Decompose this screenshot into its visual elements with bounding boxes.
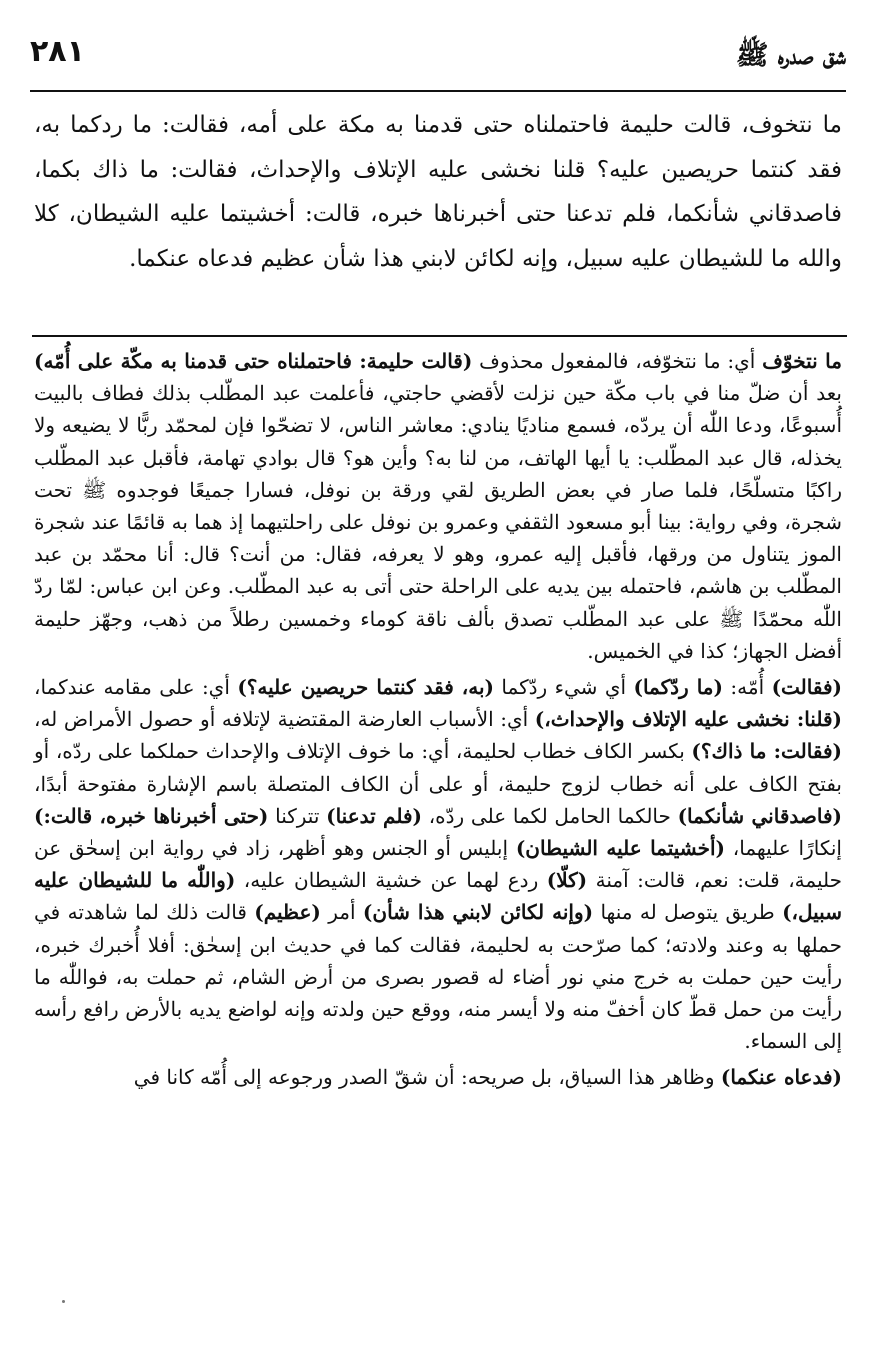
commentary-text: أي: ما نتخوّفه، فالمفعول محذوف xyxy=(472,349,763,373)
commentary-paragraph-1 xyxy=(34,345,842,667)
commentary-text: أُمّه: xyxy=(722,675,772,700)
page-header xyxy=(30,28,846,90)
commentary-text: بعد أن ضلّ منا في باب مكّة حين نزلت لأقضي حاجتي، فأعلمت عبد المطّلب بذلك فطاف بالبيت أُسبوعًا، ودعا اللّٰه أن يردّه، فسمع مناديًا ينادي: معاشر الناس، لا تضحّوا فإن لمحمّد ربًّا لا يضيعه ولا يخذله، قال عبد المطّلب: يا أيها الهاتف، من لنا به؟ وأين هو؟ قال بوادي تهامة، فأقبل عبد المطّلب راكبًا متسلّحًا، فلما صار في بعض الطريق لقي ورقة بن نوفل، فسارا جميعًا فوجدوه ﷺ تحت شجرة، وفي رواية: بينا أبو مسعود الثقفي وعمرو بن نوفل على راحلتيهما إذ هما به قائمًا عند شجرة الموز يتناول من ورقها، فأقبل إليه عمرو، وهو لا يعرفه، فقال: من أنت؟ قال: أنا محمّد بن عبد المطّلب بن هاشم، فاحتمله بين يديه على الراحلة حتى أتى به عبد المطّلب. وعن ابن عباس: لمّا ردّ اللّٰه محمّدًا ﷺ على عبد المطّلب تصدق بألف ناقة كوماء وخمسين رطلاً من ذهب، وجهّز حليمة أفضل الجهاز؛ كذا في الخميس. xyxy=(34,381,842,663)
commentary-text: أي شيء ردّكما xyxy=(494,675,634,700)
lemma: (حتى أخبرناها خبره، قالت:) xyxy=(34,803,269,828)
lemma: (وإنه لكائن لابني هذا شأن) xyxy=(362,900,594,925)
main-text: ما نتخوف، قالت حليمة فاحتملناه حتى قدمنا به مكة على أمه، فقالت: ما ردكما به، فقد كنتما حريصين عليه؟ قلنا نخشى عليه الإتلاف والإحداث، فقالت: ما ذاك بكما، فاصدقاني شأنكما، فلم تدعنا حتى أخبرناها خبره، قالت: أخشيتما عليه الشيطان، كلا والله ما للشيطان عليه سبيل، وإنه لكائن لابني هذا شأن عظيم فدعاه عنكما. xyxy=(34,112,842,272)
lemma: (فاصدقاني شأنكما) xyxy=(677,803,842,828)
lemma: (فلم تدعنا) xyxy=(326,803,422,828)
lemma: (قلنا: نخشى عليه الإتلاف والإحداث،) xyxy=(534,707,842,732)
lemma: (فدعاه عنكما) xyxy=(720,1065,842,1090)
commentary-text: وظاهر هذا السياق، بل صريحه: أن شقّ الصدر ورجوعه إلى أُمّه كانا في xyxy=(133,1065,721,1090)
commentary-text: حالكما الحامل لكما على ردّه، xyxy=(422,803,678,828)
commentary xyxy=(34,345,842,1098)
scan-speck xyxy=(62,1300,65,1303)
lemma: ما نتخوّف xyxy=(762,349,842,373)
lemma: (فقالت: ما ذاك؟) xyxy=(691,739,842,764)
header-rule xyxy=(30,90,846,92)
section-divider xyxy=(32,335,847,337)
lemma: (عظيم) xyxy=(254,900,321,925)
commentary-text: أي: الأسباب العارضة المقتضية لإتلافه أو حصول الأمراض له، xyxy=(34,707,535,732)
commentary-text: طريق يتوصل له منها xyxy=(593,900,783,925)
commentary-text: أي: على مقامه عندكما، xyxy=(34,675,238,700)
lemma: (به، فقد كنتما حريصين عليه؟) xyxy=(237,675,495,700)
commentary-text: قالت ذلك لما شاهدته في حملها به وعند ولادته؛ كما صرّحت به لحليمة، فقالت كما في حديث ابن إسحٰق: أفلا أُخبرك خبره، رأيت حين حملت به خرج مني نور أضاء له قصور بصرى من أرض الشام، ثم حملت به، فواللّٰه ما رأيت من حمل قطّ كان أخفّ منه ولا أيسر منه، ووقع حين ولدته وإنه لواضع يديه بالأرض رافع رأسه إلى السماء. xyxy=(34,900,842,1054)
commentary-text: أمر xyxy=(320,900,363,925)
lemma: (ما ردّكما) xyxy=(633,675,723,700)
commentary-paragraph-3 xyxy=(34,1061,842,1093)
lemma: (واللّٰه ما للشيطان عليه سبيل،) xyxy=(34,868,842,925)
commentary-text: تتركنا xyxy=(268,803,327,828)
page-number: ٢٨١ xyxy=(30,34,85,69)
commentary-text: إنكارًا عليهما، xyxy=(725,836,842,861)
commentary-paragraph-2 xyxy=(34,671,842,1057)
running-head: شق صدره ﷺ xyxy=(735,40,846,71)
lemma: (قالت حليمة: فاحتملناه حتى قدمنا به مكّة على أُمّه) xyxy=(34,349,473,373)
commentary-text: ردع لهما عن خشية الشيطان عليه، xyxy=(235,868,547,893)
lemma: (فقالت) xyxy=(771,675,842,700)
commentary-text: إبليس أو الجنس وهو أظهر، زاد في رواية ابن إسحٰق عن حليمة، قلت: نعم، قالت: آمنة xyxy=(34,836,842,893)
commentary-text: بكسر الكاف خطاب لحليمة، أي: ما خوف الإتلاف والإحداث حملكما على ردّه، أو بفتح الكاف على أنه خطاب لزوج حليمة، أو على أن الكاف المتصلة باسم الإشارة مفتوحة أبدًا، xyxy=(34,739,842,796)
lemma: (أخشيتما عليه الشيطان) xyxy=(515,836,726,861)
lemma: (كلّا) xyxy=(546,868,588,893)
